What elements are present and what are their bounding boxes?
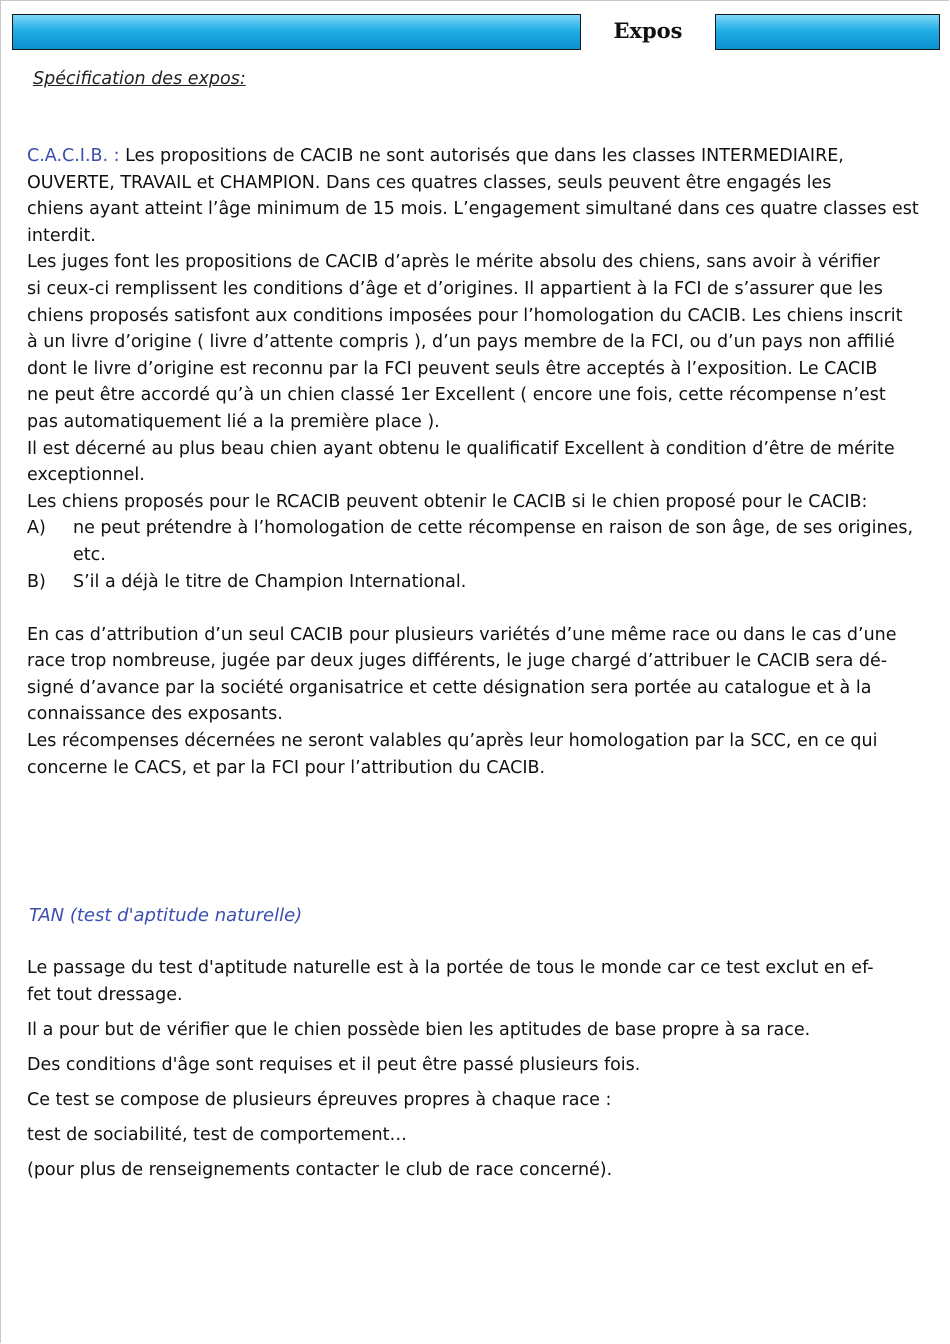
cacib-paragraph-line: race trop nombreuse, jugée par deux juges différents, le juge chargé d’attribuer le CACIB sera dé- xyxy=(27,651,888,672)
list-item-text: ne peut prétendre à l’homologation de cette récompense en raison de son âge, de ses origines, xyxy=(73,518,914,539)
list-marker: B) xyxy=(27,571,46,592)
list-item-text: S’il a déjà le titre de Champion International. xyxy=(73,571,467,592)
cacib-paragraph-line: concerne le CACS, et par la FCI pour l’attribution du CACIB. xyxy=(27,757,546,778)
list-item-text: etc. xyxy=(73,544,106,565)
cacib-line: chiens proposés satisfont aux conditions imposées pour l’homologation du CACIB. Les chiens inscrit xyxy=(27,305,903,326)
cacib-line: pas automatiquement lié a la première place ). xyxy=(27,411,440,432)
cacib-line: Il est décerné au plus beau chien ayant obtenu le qualificatif Excellent à condition d’être de mérite xyxy=(27,438,895,459)
section-title-specification: Spécification des expos: xyxy=(33,69,246,89)
cacib-line: Les juges font les propositions de CACIB d’après le mérite absolu des chiens, sans avoir à vérifier xyxy=(27,252,880,273)
tan-paragraph: Il a pour but de vérifier que le chien possède bien les aptitudes de base propre à sa race. xyxy=(27,1019,811,1040)
list-marker: A) xyxy=(27,518,46,539)
tan-paragraph xyxy=(27,955,917,1008)
cacib-paragraph-line: En cas d’attribution d’un seul CACIB pour plusieurs variétés d’une même race ou dans le cas d’une xyxy=(27,624,897,645)
cacib-line: interdit. xyxy=(27,225,96,246)
tan-section xyxy=(27,955,917,1192)
tan-paragraph-line: fet tout dressage. xyxy=(27,984,183,1005)
tan-paragraph: (pour plus de renseignements contacter le club de race concerné). xyxy=(27,1160,613,1181)
cacib-paragraph-line: signé d’avance par la société organisatrice et cette désignation sera portée au catalogue et à la xyxy=(27,677,872,698)
tan-paragraph: Ce test se compose de plusieurs épreuves propres à chaque race : xyxy=(27,1089,612,1110)
cacib-paragraph-line: Les récompenses décernées ne seront valables qu’après leur homologation par la SCC, en ce qui xyxy=(27,731,878,752)
tan-paragraph: Des conditions d'âge sont requises et il peut être passé plusieurs fois. xyxy=(27,1054,641,1075)
list-item-b xyxy=(27,569,922,596)
cacib-line: OUVERTE, TRAVAIL et CHAMPION. Dans ces quatres classes, seuls peuvent être engagés les xyxy=(27,172,832,193)
cacib-section xyxy=(27,143,922,781)
tan-paragraph: test de sociabilité, test de comportement… xyxy=(27,1124,407,1145)
cacib-line: ne peut être accordé qu’à un chien classé 1er Excellent ( encore une fois, cette récompense n’est xyxy=(27,385,886,406)
cacib-lead: C.A.C.I.B. : xyxy=(27,146,120,166)
tan-paragraph-line: Le passage du test d'aptitude naturelle est à la portée de tous le monde car ce test exclut en ef- xyxy=(27,958,874,978)
cacib-line: Les chiens proposés pour le RCACIB peuvent obtenir le CACIB si le chien proposé pour le CACIB: xyxy=(27,491,868,512)
cacib-line-1 xyxy=(27,143,922,170)
list-item-a xyxy=(27,515,922,568)
cacib-line-1-text: Les propositions de CACIB ne sont autorisés que dans les classes INTERMEDIAIRE, xyxy=(119,146,844,166)
header-bar-right xyxy=(715,14,940,50)
cacib-line: si ceux-ci remplissent les conditions d’âge et d’origines. Il appartient à la FCI de s’assurer que les xyxy=(27,278,883,299)
cacib-line: chiens ayant atteint l’âge minimum de 15 mois. L’engagement simultané dans ces quatre classes est xyxy=(27,199,919,220)
page-title: Expos xyxy=(613,18,683,43)
cacib-line: exceptionnel. xyxy=(27,465,145,486)
cacib-line: à un livre d’origine ( livre d’attente compris ), d’un pays membre de la FCI, ou d’un pays non affilié xyxy=(27,332,895,353)
cacib-line: dont le livre d’origine est reconnu par la FCI peuvent seuls être acceptés à l’exposition. Le CACIB xyxy=(27,358,878,379)
header-bar-left xyxy=(12,14,581,50)
cacib-paragraph-line: connaissance des exposants. xyxy=(27,704,283,725)
section-title-tan: TAN (test d'aptitude naturelle) xyxy=(29,905,303,926)
